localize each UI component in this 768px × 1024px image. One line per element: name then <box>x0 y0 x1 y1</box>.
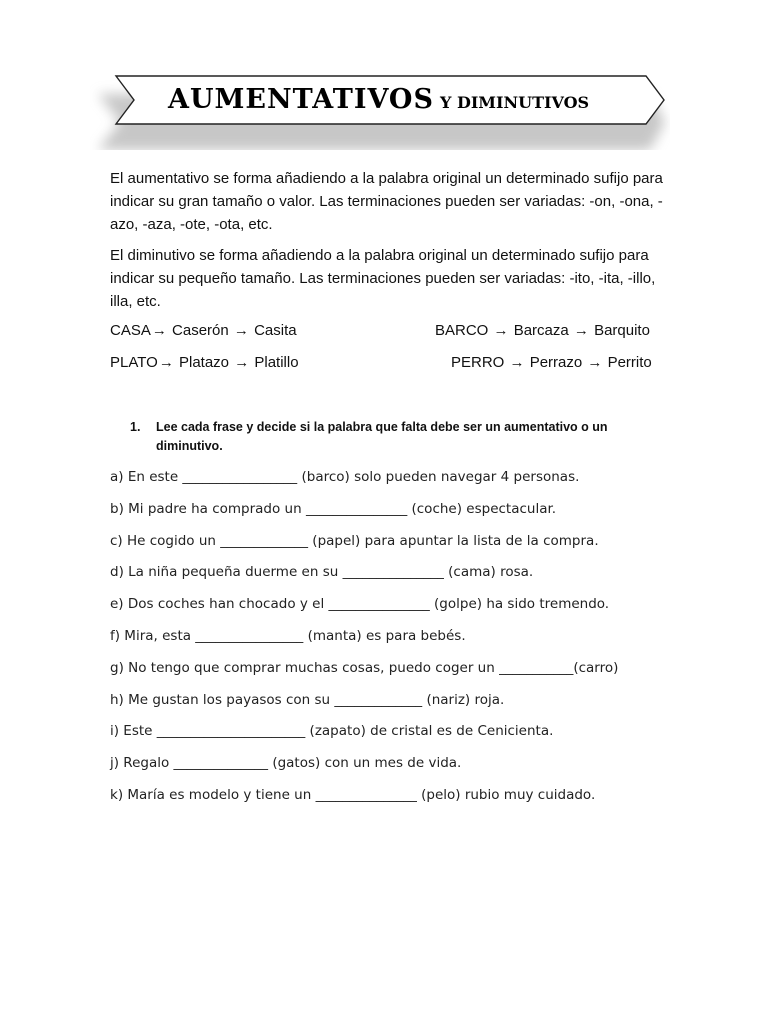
example-diminutive: Casita <box>254 322 297 339</box>
exercise-sentence: b) Mi padre ha comprado un _______________ (coche) espectacular. <box>110 500 557 517</box>
exercise-sentence: d) La niña pequeña duerme en su _______________ (cama) rosa. <box>110 564 534 581</box>
exercise-sentence-list <box>110 466 690 816</box>
page-title <box>168 84 589 115</box>
exercise-sentence: h) Me gustan los payasos con su _____________ (nariz) roja. <box>110 691 505 708</box>
example-row <box>110 322 297 339</box>
exercise-sentence: f) Mira, esta ________________ (manta) es para bebés. <box>110 627 466 644</box>
title-main: AUMENTATIVOS <box>168 84 434 115</box>
exercise-instruction <box>130 418 670 456</box>
arrow-right-icon: → <box>509 354 525 371</box>
arrow-right-icon: → <box>234 354 250 371</box>
example-row <box>435 322 650 339</box>
example-augmentative: Caserón <box>172 322 229 339</box>
paragraph-augmentative: El aumentativo se forma añadiendo a la palabra original un determinado sufijo para indicar su gran tamaño o valor. Las terminaciones pueden ser variadas: -on, -ona, -azo, -aza, -ote, -ota, etc. <box>110 170 663 233</box>
example-word: CASA <box>110 322 151 339</box>
arrow-right-icon: → <box>233 322 249 339</box>
example-row <box>110 354 299 371</box>
example-diminutive: Platillo <box>254 354 299 371</box>
paragraph-diminutive: El diminutivo se forma añadiendo a la palabra original un determinado sufijo para indicar su pequeño tamaño. Las terminaciones pueden ser variadas: -ito, -ita, -illo, illa, etc. <box>110 247 656 310</box>
example-word: BARCO <box>435 322 489 339</box>
example-augmentative: Barcaza <box>513 322 569 339</box>
example-diminutive: Perrito <box>607 354 652 371</box>
exercise-sentence: g) No tengo que comprar muchas cosas, puedo coger un ___________(carro) <box>110 659 619 676</box>
exercise-instruction-text: Lee cada frase y decide si la palabra que falta debe ser un aumentativo o un diminutivo. <box>156 420 608 453</box>
exercise-sentence: c) He cogido un _____________ (papel) para apuntar la lista de la compra. <box>110 532 599 549</box>
example-word: PERRO <box>451 354 505 371</box>
exercise-sentence: i) Este ______________________ (zapato) de cristal es de Cenicienta. <box>110 723 554 740</box>
title-secondary: Y DIMINUTIVOS <box>439 93 590 112</box>
exercise-sentence: e) Dos coches han chocado y el _______________ (golpe) ha sido tremendo. <box>110 596 610 613</box>
arrow-right-icon: → <box>587 354 603 371</box>
example-augmentative: Perrazo <box>529 354 583 371</box>
exercise-number: 1. <box>130 420 141 434</box>
example-diminutive: Barquito <box>594 322 650 339</box>
arrow-right-icon: → <box>151 322 167 339</box>
arrow-right-icon: → <box>158 354 174 371</box>
exercise-sentence: k) María es modelo y tiene un _______________ (pelo) rubio muy cuidado. <box>110 786 596 803</box>
arrow-right-icon: → <box>573 322 589 339</box>
example-row <box>451 354 652 371</box>
arrow-right-icon: → <box>493 322 509 339</box>
example-augmentative: Platazo <box>178 354 230 371</box>
title-banner <box>90 70 670 150</box>
example-word: PLATO <box>110 354 158 371</box>
exercise-sentence: a) En este _________________ (barco) solo pueden navegar 4 personas. <box>110 469 580 485</box>
exercise-sentence: j) Regalo ______________ (gatos) con un mes de vida. <box>110 755 462 772</box>
